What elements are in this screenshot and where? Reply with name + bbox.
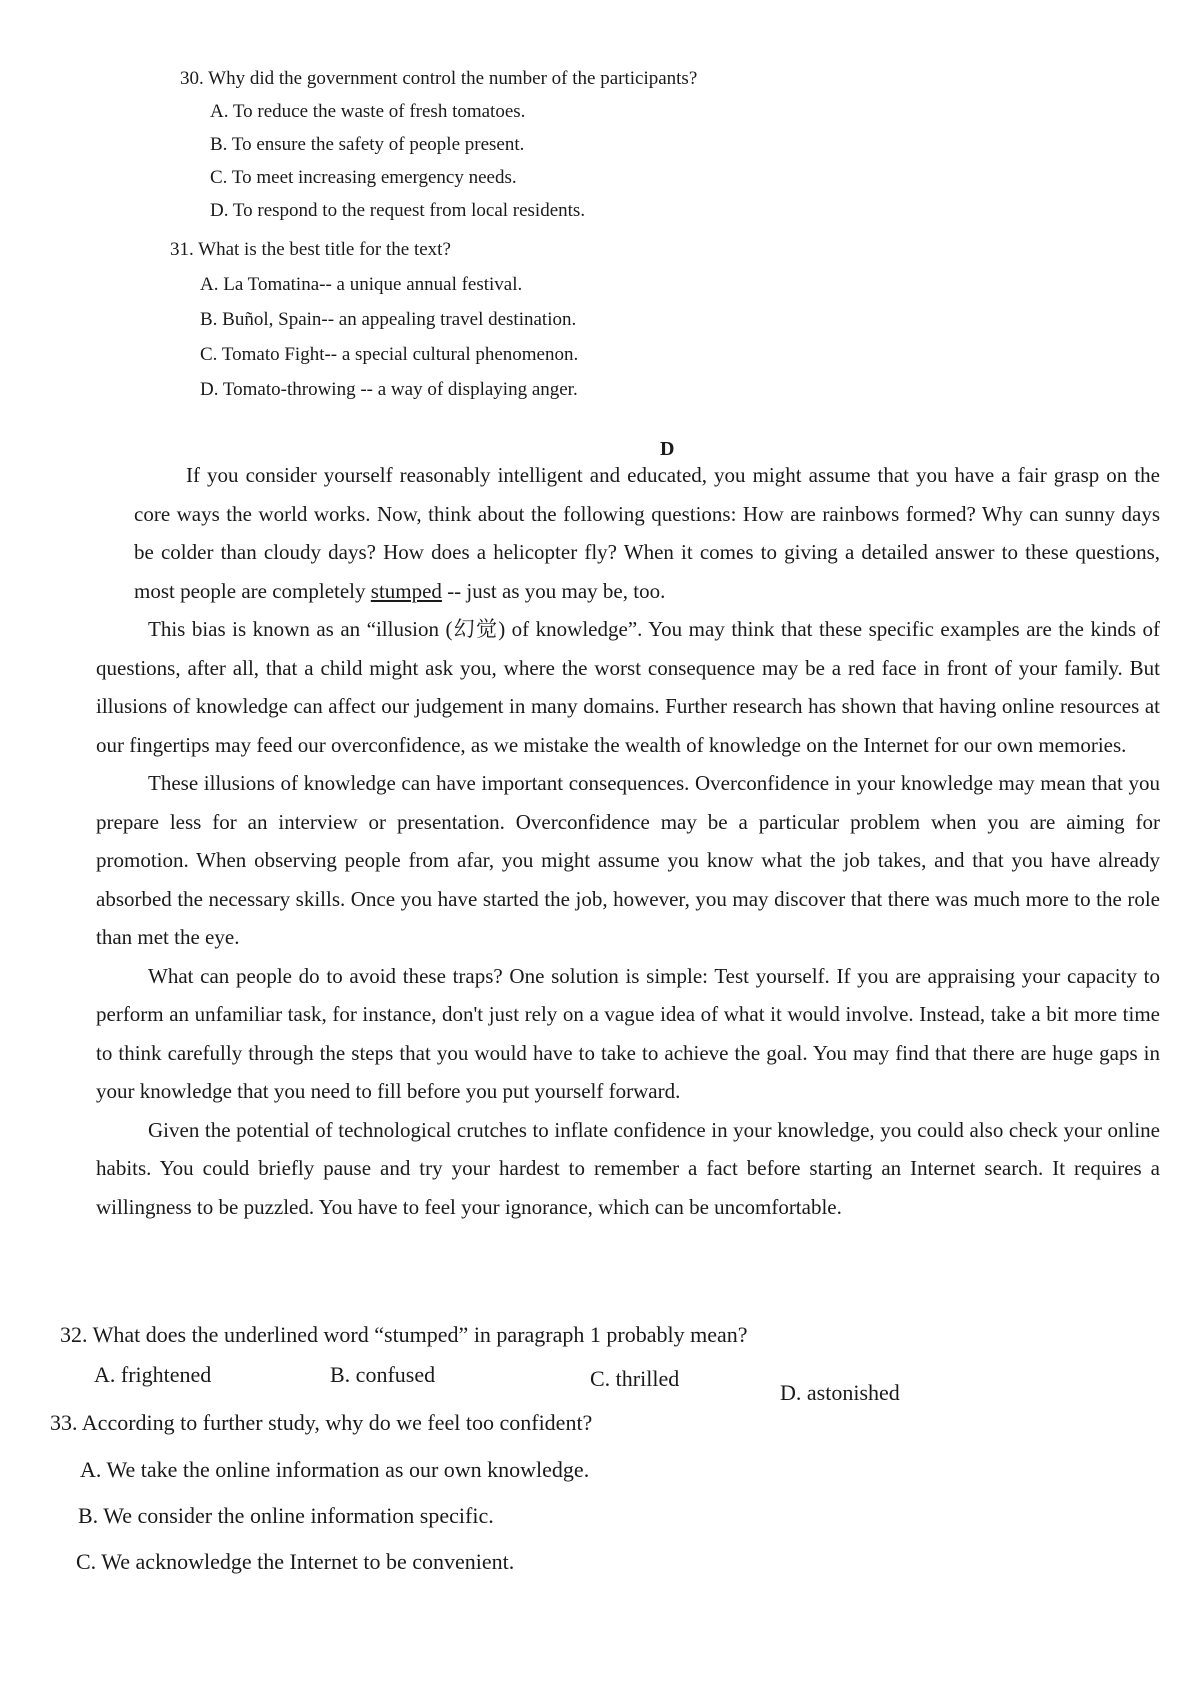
question-31-option-d: D. Tomato-throwing -- a way of displaying anger. [200,379,578,400]
question-33-option-c: C. We acknowledge the Internet to be convenient. [76,1549,515,1574]
passage-paragraph-3: These illusions of knowledge can have important consequences. Overconfidence in your knowledge may mean that you prepare less for an interview or presentation. Overconfidence may be a particular problem when you are aiming for promotion. When observing people from afar, you might assume you know what the job takes, and that you have already absorbed the necessary skills. Once you have started the job, however, you may discover that there was much more to the role than met the eye. [96,771,1160,949]
passage-paragraph-5: Given the potential of technological crutches to inflate confidence in your knowledge, you could also check your online habits. You could briefly pause and try your hardest to remember a fact before starting an Internet search. It requires a willingness to be puzzled. You have to feel your ignorance, which can be uncomfortable. [96,1117,1160,1219]
question-31-stem: 31. What is the best title for the text? [170,239,451,260]
question-30-stem: 30. Why did the government control the number of the participants? [180,68,698,89]
question-32-option-b: B. confused [330,1362,436,1387]
question-33-option-a: A. We take the online information as our own knowledge. [80,1457,590,1482]
question-30-option-d: D. To respond to the request from local residents. [210,200,586,221]
question-30-option-a: A. To reduce the waste of fresh tomatoes. [210,101,526,122]
section-heading-d: D [660,438,675,460]
question-32-option-d: D. astonished [780,1380,900,1405]
paragraph-1-text-after: -- just as you may be, too. [441,578,666,603]
reading-passage-d [96,456,1160,1226]
question-31-option-a: A. La Tomatina-- a unique annual festival. [200,274,523,295]
question-33-stem: 33. According to further study, why do we feel too confident? [50,1410,593,1435]
passage-paragraph-1 [96,456,1160,610]
question-30 [180,62,780,227]
underlined-word-stumped: stumped [370,578,442,603]
question-33-option-b: B. We consider the online information specific. [78,1503,494,1528]
question-31-option-c: C. Tomato Fight-- a special cultural phenomenon. [200,344,579,365]
question-32-stem: 32. What does the underlined word “stumped” in paragraph 1 probably mean? [60,1322,748,1347]
question-32-option-c: C. thrilled [590,1366,680,1391]
passage-paragraph-4: What can people do to avoid these traps? One solution is simple: Test yourself. If you are appraising your capacity to perform an unfamiliar task, for instance, don't just rely on a vague idea of what it would involve. Instead, take a bit more time to think carefully through the steps that you would have to take to achieve the goal. You may find that there are huge gaps in your knowledge that you need to fill before you put yourself forward. [96,963,1160,1103]
question-31-option-b: B. Buñol, Spain-- an appealing travel destination. [200,309,577,330]
question-32-options [94,1362,1154,1405]
question-32-option-a: A. frightened [94,1362,212,1387]
passage-paragraph-2: This bias is known as an “illusion (幻觉) of knowledge”. You may think that these specific examples are the kinds of questions, after all, that a child might ask you, where the worst consequence may be a red face in front of your family. But illusions of knowledge can affect our judgement in many domains. Further research has shown that having online resources at our fingertips may feed our overconfidence, as we mistake the wealth of knowledge on the Internet for our own memories. [96,617,1160,757]
paragraph-1-text-before: If you consider yourself reasonably intelligent and educated, you might assume that you have a fair grasp on the core ways the world works. Now, think about the following questions: How are rainbows formed? Why can sunny days be colder than cloudy days? How does a helicopter fly? When it comes to giving a detailed answer to these questions, most people are completely [134,463,1160,603]
question-30-option-c: C. To meet increasing emergency needs. [210,167,517,188]
question-30-option-b: B. To ensure the safety of people present. [210,134,525,155]
question-31 [170,232,810,407]
